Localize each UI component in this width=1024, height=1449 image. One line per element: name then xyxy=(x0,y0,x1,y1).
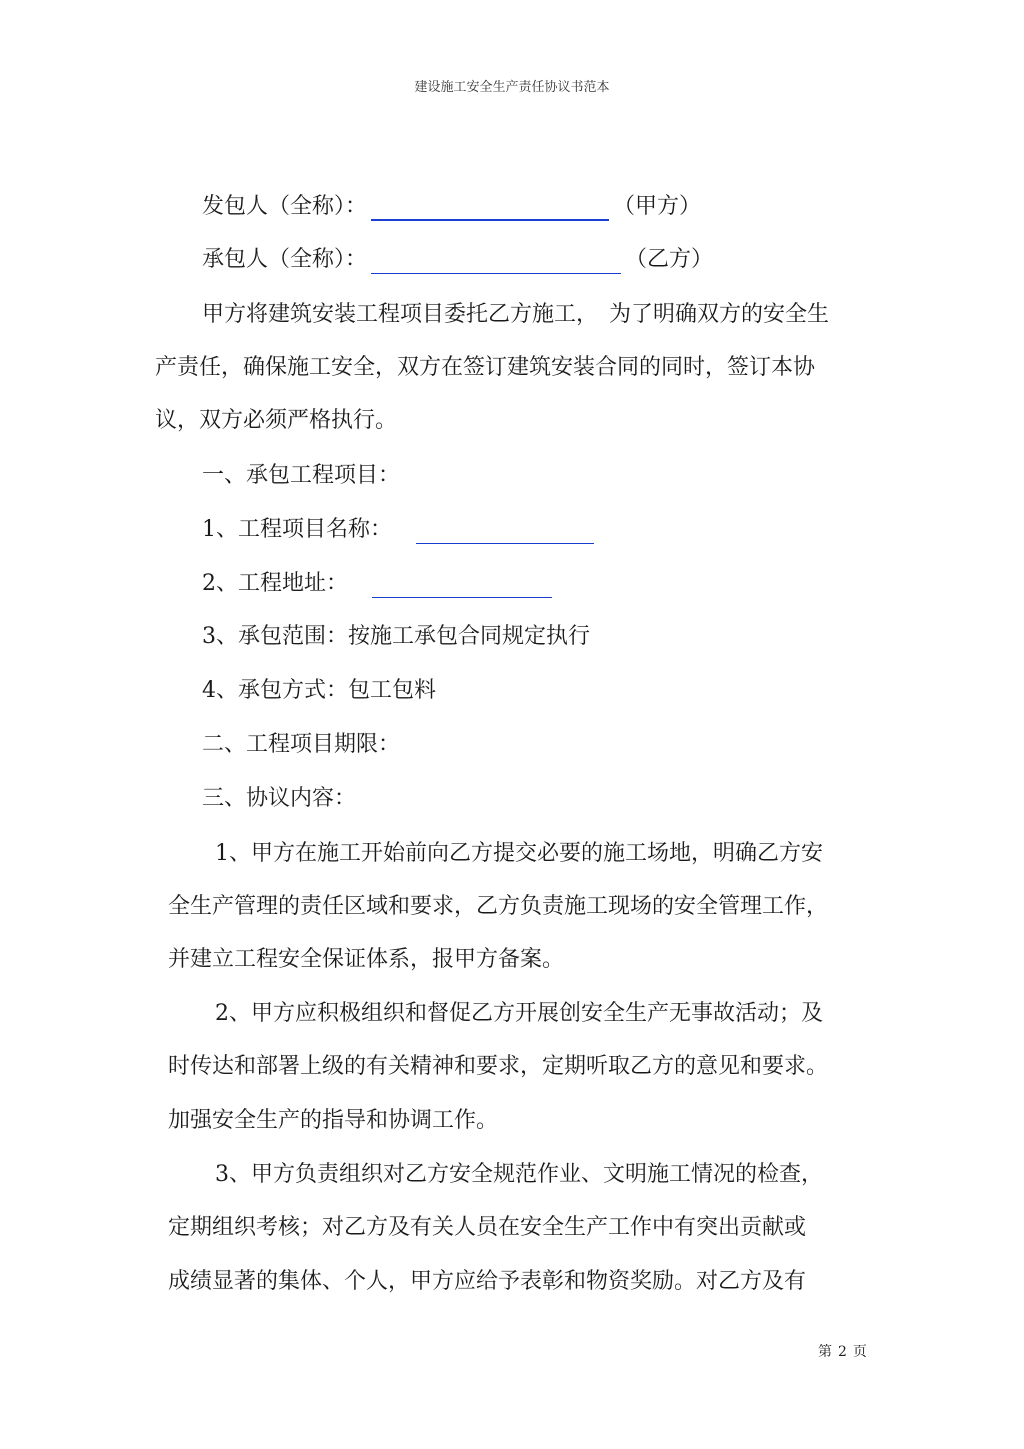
page-header: 建设施工安全生产责任协议书范本 xyxy=(414,80,610,95)
page-prefix: 第 xyxy=(818,1344,832,1360)
project-name-label: 1、工程项目名称： xyxy=(202,517,392,542)
clause2-line-3: 加强安全生产的指导和协调工作。 xyxy=(168,1108,499,1133)
project-address-label: 2、工程地址： xyxy=(202,571,348,596)
project-address-blank[interactable] xyxy=(372,575,552,598)
party-b-suffix: （乙方） xyxy=(625,247,714,272)
project-name-line xyxy=(202,516,598,544)
party-b-blank[interactable] xyxy=(371,251,621,274)
party-a-suffix: （甲方） xyxy=(613,194,702,219)
clause3-line-1: 3、甲方负责组织对乙方安全规范作业、文明施工情况的检查， xyxy=(215,1162,823,1187)
intro-line-2: 产责任，确保施工安全，双方在签订建筑安装合同的同时，签订本协 xyxy=(155,355,816,380)
project-address-line xyxy=(202,570,556,598)
clause3-line-2: 定期组织考核；对乙方及有关人员在安全生产工作中有突出贡献或 xyxy=(168,1215,807,1240)
intro-line-1: 甲方将建筑安装工程项目委托乙方施工， 为了明确双方的安全生 xyxy=(202,302,830,327)
clause1-line-2: 全生产管理的责任区域和要求，乙方负责施工现场的安全管理工作， xyxy=(168,894,829,919)
clause1-line-1: 1、甲方在施工开始前向乙方提交必要的施工场地，明确乙方安 xyxy=(215,841,823,866)
section2-heading: 二、工程项目期限： xyxy=(202,732,401,757)
party-a-label: 发包人（全称）： xyxy=(202,194,368,219)
intro-line-3: 议，双方必须严格执行。 xyxy=(155,408,398,433)
page-footer xyxy=(818,1341,867,1361)
party-b-label: 承包人（全称）： xyxy=(202,247,368,272)
clause2-line-2: 时传达和部署上级的有关精神和要求，定期听取乙方的意见和要求。 xyxy=(168,1054,829,1079)
party-a-line xyxy=(202,193,701,221)
page-number: 2 xyxy=(838,1344,847,1360)
clause1-line-3: 并建立工程安全保证体系，报甲方备案。 xyxy=(168,947,565,972)
page-suffix: 页 xyxy=(852,1344,867,1360)
project-name-blank[interactable] xyxy=(416,521,594,544)
section1-heading: 一、承包工程项目： xyxy=(202,463,401,488)
clause2-line-1: 2、甲方应积极组织和督促乙方开展创安全生产无事故活动；及 xyxy=(215,1001,823,1026)
contract-method: 4、承包方式：包工包料 xyxy=(202,678,436,703)
clause3-line-3: 成绩显著的集体、个人，甲方应给予表彰和物资奖励。对乙方及有 xyxy=(168,1269,807,1294)
party-b-line xyxy=(202,246,713,274)
party-a-blank[interactable] xyxy=(371,197,609,221)
contract-scope: 3、承包范围：按施工承包合同规定执行 xyxy=(202,624,590,649)
section3-heading: 三、协议内容： xyxy=(202,786,357,811)
